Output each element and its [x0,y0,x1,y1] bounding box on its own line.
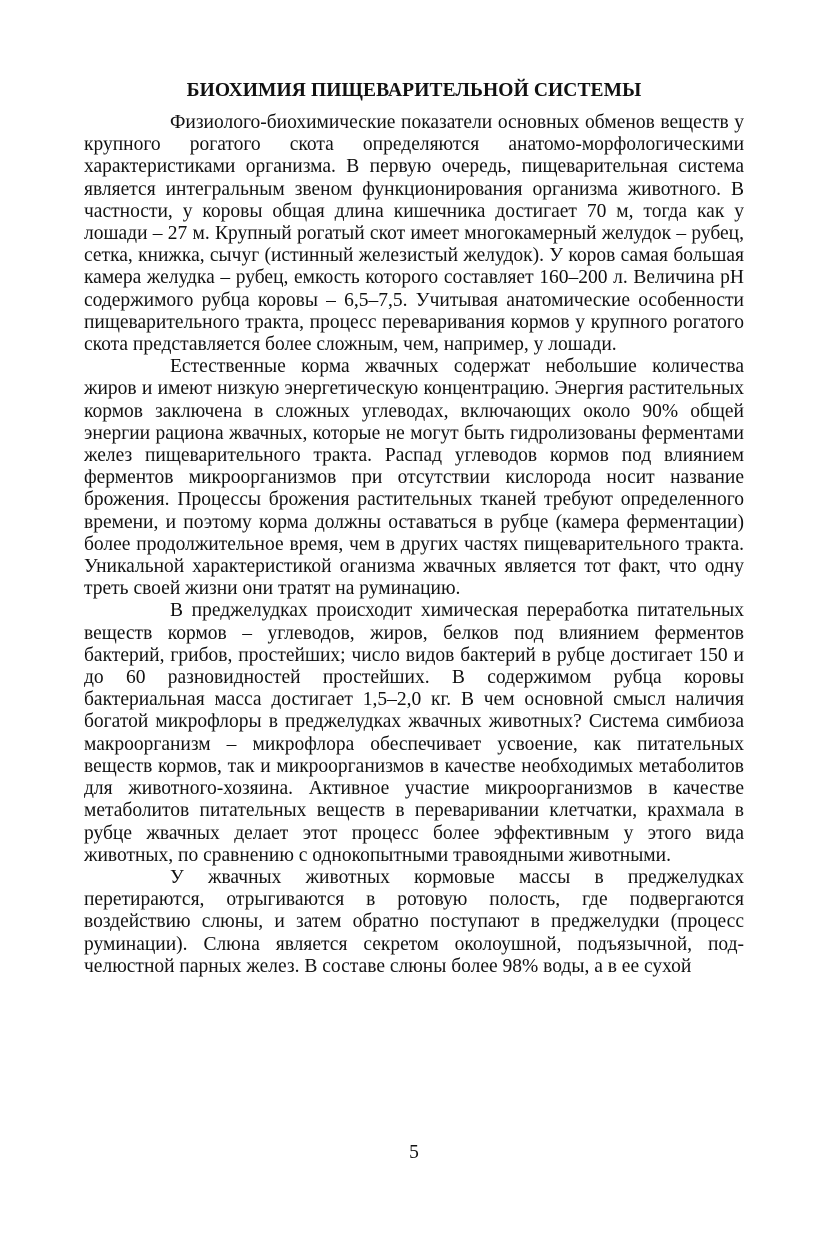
paragraph-4: У жвачных животных кормовые массы в преджелудках перетираются, отрыгиваются в ротовую полость, где подвергаются воздействию слюны, и затем обратно поступают в преджелудки (процесс руминации). Слюна является секретом околоушной, подъязычной, подчелюстной парных желез. В составе слюны более 98% воды, а в ее сухой [84,866,744,977]
paragraph-3: В преджелудках происходит химическая переработка питательных веществ кормов – углеводов, жиров, белков под влиянием ферментов бактерий, грибов, простейших; число видов бактерий в рубце достигает 150 и до 60 разновидностей простейших. В содержимом рубца коровы бактериальная масса достигает 1,5–2,0 кг. В чем основной смысл наличия богатой микрофлоры в преджелудках жвачных животных? Система симбиоза макроорганизм – микрофлора обеспечивает усвоение, как питательных веществ кормов, так и микроорганизмов в качестве необходимых метаболитов для животного-хозяина. Активное участие микроорганизмов в качестве метаболитов питательных веществ в переваривании клетчатки, крахмала в рубце жвачных делает этот процесс более эффективным у этого вида животных, по сравнению с однокопытными травоядными животными. [84,600,744,866]
paragraph-1: Физиолого-биохимические показатели основных обменов веществ у крупного рогатого скота определяются анатомо-морфологическими характеристиками организма. В первую очередь, пищеварительная система является интегральным звеном функционирования организма животного. В частности, у коровы общая длина кишечника достигает 70 м, тогда как у лошади – 27 м. Крупный рогатый скот имеет многокамерный желудок – рубец, сетка, книжка, сычуг (истинный железистый желудок). У коров самая большая камера желудка – рубец, емкость которого составляет 160–200 л. Величина pH содержимого рубца коровы – 6,5–7,5. Учитывая анатомические особенности пищеварительного тракта, процесс переваривания кормов у крупного рогатого скота представляется более сложным, чем, например, у лошади. [84,112,744,356]
page-number: 5 [409,1142,419,1163]
page-title: БИОХИМИЯ ПИЩЕВАРИТЕЛЬНОЙ СИСТЕМЫ [186,80,642,101]
paragraph-2: Естественные корма жвачных содержат небольшие количества жиров и имеют низкую энергетическую концентрацию. Энергия растительных кормов заключена в сложных углеводах, включающих около 90% общей энергии рациона жвачных, которые не могут быть гидролизованы ферментами желез пищеварительного тракта. Распад углеводов кормов под влиянием ферментов микроорганизмов при отсутствии кислорода носит название брожения. Процессы брожения растительных тканей требуют определенного времени, и поэтому корма должны оставаться в рубце (камера ферментации) более продолжительное время, чем в других частях пищеварительного тракта. Уникальной характеристикой оганизма жвачных является тот факт, что одну треть своей жизни они тратят на руминацию. [84,356,744,600]
page-body [84,78,744,978]
